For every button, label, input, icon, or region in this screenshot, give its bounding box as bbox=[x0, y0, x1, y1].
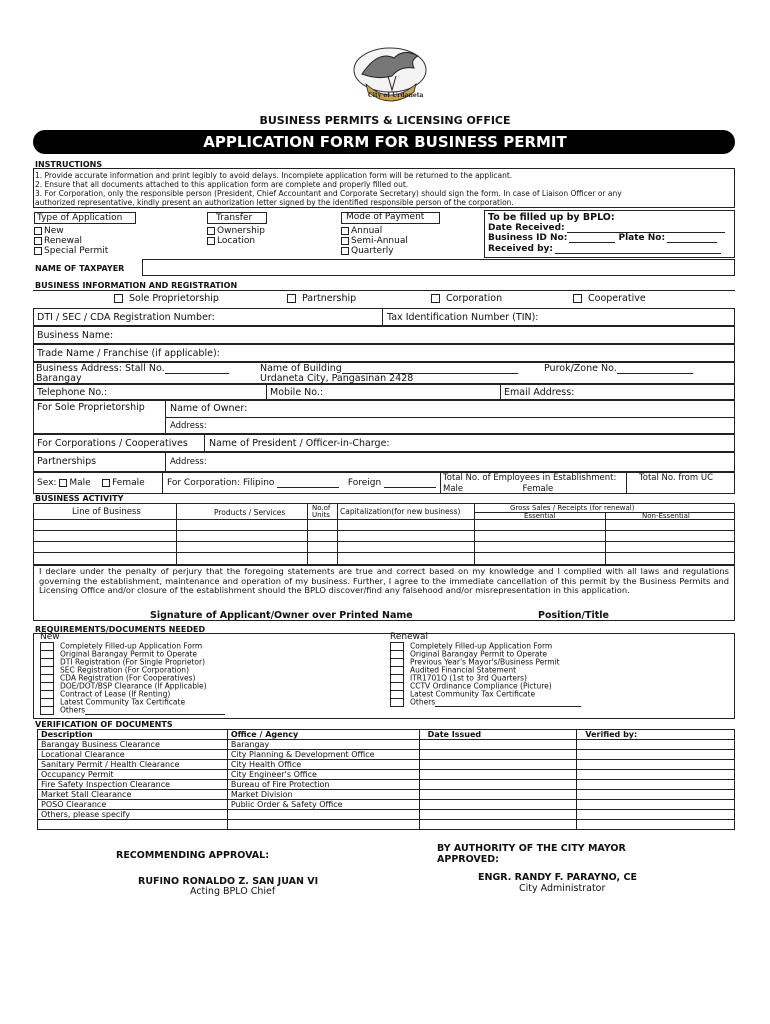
verified-cell[interactable] bbox=[577, 740, 735, 750]
recommending-approval-label: RECOMMENDING APPROVAL: bbox=[116, 850, 270, 861]
checkbox[interactable] bbox=[341, 247, 349, 255]
approved-label: APPROVED: bbox=[437, 854, 499, 865]
emp-male-text: Male bbox=[443, 484, 464, 494]
row-description: Sanitary Permit / Health Clearance bbox=[38, 760, 228, 770]
instruction-3: 3. For Corporation, only the responsible person (President, Chief Accountant and Corporate Secretary) should sign the form. In case of Liaison Officer or any bbox=[35, 189, 622, 198]
option-label: Ownership bbox=[217, 226, 265, 236]
emp-female-text: Female bbox=[522, 484, 554, 494]
col-products: Products / Services bbox=[214, 508, 286, 517]
divider bbox=[474, 504, 475, 564]
option-label: New bbox=[44, 226, 64, 236]
verified-cell[interactable] bbox=[577, 820, 735, 830]
row-office: Barangay bbox=[227, 740, 419, 750]
org-label: Cooperative bbox=[588, 293, 646, 304]
purok-text: Purok/Zone No. bbox=[544, 363, 617, 374]
row-office: Public Order & Safety Office bbox=[227, 800, 419, 810]
verified-cell[interactable] bbox=[577, 760, 735, 770]
purok-label[interactable] bbox=[544, 363, 693, 374]
foreign-text: Foreign bbox=[347, 478, 382, 488]
req-label: Latest Community Tax Certificate bbox=[60, 697, 186, 707]
divider bbox=[626, 473, 627, 493]
option-label: Location bbox=[217, 236, 256, 246]
req-label: DOE/DOT/BSP Clearance (If Applicable) bbox=[60, 681, 207, 691]
verified-cell[interactable] bbox=[577, 780, 735, 790]
requirements-heading: REQUIREMENTS/DOCUMENTS NEEDED bbox=[35, 625, 206, 634]
instruction-1: 1. Provide accurate information and print legibly to avoid delays. Incomplete application form will be returned to the applicant. bbox=[35, 171, 513, 180]
telephone-label[interactable]: Telephone No.: bbox=[37, 387, 108, 398]
form-title: APPLICATION FORM FOR BUSINESS PERMIT bbox=[203, 133, 567, 151]
approver-title: City Administrator bbox=[519, 883, 606, 894]
empty-cell[interactable] bbox=[227, 820, 419, 830]
table-header-row bbox=[38, 730, 735, 740]
table-row bbox=[38, 780, 735, 790]
sex-text: Sex: bbox=[37, 478, 57, 488]
corporations-row bbox=[33, 434, 735, 452]
checkbox[interactable] bbox=[34, 247, 42, 255]
signature-label: Signature of Applicant/Owner over Printed Name bbox=[150, 610, 413, 621]
owner-name-label[interactable]: Name of Owner: bbox=[170, 403, 248, 414]
option-label: Quarterly bbox=[351, 246, 394, 256]
req-label: ITR1701Q (1st to 3rd Quarters) bbox=[410, 673, 527, 683]
checkbox[interactable] bbox=[207, 237, 215, 245]
sex-employees-row bbox=[33, 472, 735, 494]
checkbox[interactable] bbox=[34, 227, 42, 235]
date-cell[interactable] bbox=[419, 800, 577, 810]
checkbox[interactable] bbox=[114, 294, 123, 303]
org-label: Corporation bbox=[446, 293, 503, 304]
total-employees-label: Total No. of Employees in Establishment: bbox=[443, 473, 617, 483]
emp-sex-label[interactable] bbox=[443, 484, 614, 494]
org-partnership[interactable] bbox=[287, 293, 356, 304]
mobile-label[interactable]: Mobile No.: bbox=[270, 387, 324, 398]
building-text: Name of Building bbox=[260, 363, 342, 374]
authority-label: BY AUTHORITY OF THE CITY MAYOR bbox=[437, 843, 626, 854]
business-info-heading: BUSINESS INFORMATION AND REGISTRATION bbox=[35, 281, 238, 290]
others-field[interactable] bbox=[435, 699, 581, 707]
req-label: Original Barangay Permit to Operate bbox=[410, 649, 548, 659]
checkbox[interactable] bbox=[341, 227, 349, 235]
checkbox[interactable] bbox=[390, 698, 404, 707]
verified-cell[interactable] bbox=[577, 810, 735, 820]
email-label[interactable]: Email Address: bbox=[504, 387, 575, 398]
owner-address-label[interactable]: Address: bbox=[170, 421, 207, 431]
verified-cell[interactable] bbox=[577, 800, 735, 810]
table-row bbox=[38, 800, 735, 810]
checkbox[interactable] bbox=[341, 237, 349, 245]
business-id-field[interactable] bbox=[569, 233, 615, 243]
business-name-label: Business Name: bbox=[37, 330, 114, 341]
barangay-field[interactable] bbox=[82, 374, 238, 384]
recommender-name: RUFINO RONALDO Z. SAN JUAN VI bbox=[138, 876, 319, 887]
renewal-requirements-list bbox=[390, 642, 581, 706]
req-label: CCTV Ordinance Compliance (Picture) bbox=[410, 681, 552, 691]
transfer-label: Transfer bbox=[216, 213, 253, 223]
org-label: Sole Proprietorship bbox=[129, 293, 219, 304]
logo-text: City of Urdaneta bbox=[368, 92, 424, 99]
table-row bbox=[38, 810, 735, 820]
row-description: POSO Clearance bbox=[38, 800, 228, 810]
option-semi-annual[interactable] bbox=[341, 236, 408, 246]
empty-cell[interactable] bbox=[38, 820, 228, 830]
option-location[interactable] bbox=[207, 236, 255, 246]
divider bbox=[440, 473, 441, 493]
req-label: DTI Registration (For Single Proprietor) bbox=[60, 657, 206, 667]
date-cell[interactable] bbox=[419, 760, 577, 770]
date-received-field[interactable] bbox=[567, 223, 725, 233]
others-field[interactable] bbox=[85, 707, 225, 715]
option-renewal[interactable] bbox=[34, 236, 82, 246]
row-description: Market Stall Clearance bbox=[38, 790, 228, 800]
address-row bbox=[33, 362, 735, 384]
new-req-item[interactable] bbox=[40, 706, 225, 714]
trade-name-row[interactable] bbox=[33, 344, 735, 362]
business-id-text: Business ID No: bbox=[488, 233, 568, 243]
received-by-field[interactable] bbox=[555, 244, 721, 254]
req-label: Contract of Lease (If Renting) bbox=[60, 689, 171, 699]
req-label: Original Barangay Permit to Operate bbox=[60, 649, 198, 659]
date-cell[interactable] bbox=[419, 770, 577, 780]
req-label: Audited Financial Statement bbox=[410, 665, 517, 675]
col-gross: Gross Sales / Receipts (for renewal) bbox=[510, 504, 635, 512]
dti-label[interactable]: DTI / SEC / CDA Registration Number: bbox=[37, 312, 215, 323]
row-office: Market Division bbox=[227, 790, 419, 800]
table-row bbox=[38, 790, 735, 800]
col-essential: Essential bbox=[524, 512, 556, 520]
filipino-field[interactable] bbox=[277, 478, 339, 488]
checkbox[interactable] bbox=[34, 237, 42, 245]
req-label: Others bbox=[410, 697, 436, 707]
office-name: BUSINESS PERMITS & LICENSING OFFICE bbox=[259, 114, 511, 127]
male-text: Male bbox=[69, 478, 91, 488]
taxpayer-field[interactable] bbox=[142, 259, 735, 276]
col-capital: Capitalization(for new business) bbox=[340, 507, 461, 516]
header-date-issued: Date Issued bbox=[419, 730, 577, 740]
date-cell[interactable] bbox=[419, 780, 577, 790]
req-label: SEC Registration (For Corporation) bbox=[60, 665, 189, 675]
position-label: Position/Title bbox=[538, 610, 609, 621]
date-cell[interactable] bbox=[419, 820, 577, 830]
header-description: Description bbox=[38, 730, 228, 740]
total-uc-label[interactable]: Total No. from UC bbox=[639, 473, 714, 483]
divider bbox=[162, 473, 163, 493]
declaration-text: I declare under the penalty of perjury that the foregoing statements are true and correct based on my knowledge and I complied with all laws and regulations governing the establishment, maintenance and operation of my business. Further, I agree to the immediate cancellation of this permit by the Business Permits and Licensing Office and/or closure of the establishment should the BPLO discover/find any falsehood and/or misrepresentation in this application. bbox=[39, 566, 729, 595]
city-label: Urdaneta City, Pangasinan 2428 bbox=[260, 373, 414, 384]
approver-name: ENGR. RANDY F. PARAYNO, CE bbox=[478, 872, 637, 883]
checkbox[interactable] bbox=[207, 227, 215, 235]
received-by-text: Received by: bbox=[488, 244, 554, 254]
req-label: Previous Year's Mayor's/Business Permit bbox=[410, 657, 560, 667]
checkbox[interactable] bbox=[431, 294, 440, 303]
checkbox[interactable] bbox=[287, 294, 296, 303]
renewal-label: Renewal bbox=[390, 632, 429, 642]
req-label: Completely Filled-up Application Form bbox=[410, 641, 553, 651]
date-cell[interactable] bbox=[419, 790, 577, 800]
divider bbox=[266, 385, 267, 399]
activity-table bbox=[33, 503, 735, 565]
option-label: Renewal bbox=[44, 236, 83, 246]
verification-heading: VERIFICATION OF DOCUMENTS bbox=[35, 720, 173, 729]
header-verified-by: Verified by: bbox=[577, 730, 735, 740]
female-text: Female bbox=[112, 478, 145, 488]
emp-male-field[interactable] bbox=[466, 485, 520, 494]
business-info-rule bbox=[33, 290, 735, 291]
barangay-text: Barangay bbox=[36, 373, 82, 384]
date-cell[interactable] bbox=[419, 750, 577, 760]
date-received-label bbox=[488, 223, 725, 233]
president-label[interactable]: Name of President / Officer-in-Charge: bbox=[209, 438, 390, 449]
row-office: City Health Office bbox=[227, 760, 419, 770]
date-cell[interactable] bbox=[419, 810, 577, 820]
divider bbox=[34, 552, 734, 553]
sole-prop-label: For Sole Proprietorship bbox=[37, 402, 145, 413]
divider bbox=[605, 512, 606, 564]
col-non-essential: Non-Essential bbox=[642, 512, 690, 520]
req-label: Completely Filled-up Application Form bbox=[60, 641, 203, 651]
row-office bbox=[227, 810, 419, 820]
row-office: Bureau of Fire Protection bbox=[227, 780, 419, 790]
divider bbox=[337, 504, 338, 564]
partnerships-row bbox=[33, 452, 735, 472]
table-row bbox=[38, 760, 735, 770]
org-label: Partnership bbox=[302, 293, 357, 304]
tin-label[interactable]: Tax Identification Number (TIN): bbox=[387, 312, 539, 323]
bplo-heading: To be filled up by BPLO: bbox=[488, 212, 615, 223]
row-description: Others, please specify bbox=[38, 810, 228, 820]
plate-no-field[interactable] bbox=[667, 233, 717, 243]
dti-tin-row bbox=[33, 308, 735, 326]
col-line-of-business: Line of Business bbox=[72, 507, 141, 517]
partnerships-label: Partnerships bbox=[37, 456, 97, 467]
verified-cell[interactable] bbox=[577, 750, 735, 760]
foreign-field[interactable] bbox=[384, 478, 436, 488]
divider bbox=[500, 385, 501, 399]
mode-of-payment-label: Mode of Payment bbox=[346, 212, 425, 222]
sole-prop-row bbox=[33, 400, 735, 434]
date-cell[interactable] bbox=[419, 740, 577, 750]
col-units-1: No.of bbox=[312, 504, 331, 512]
new-requirements-list bbox=[40, 642, 225, 714]
option-annual[interactable] bbox=[341, 226, 382, 236]
barangay-label[interactable] bbox=[36, 373, 238, 384]
taxpayer-label: NAME OF TAXPAYER bbox=[35, 264, 125, 273]
recommender-title: Acting BPLO Chief bbox=[190, 886, 276, 897]
row-description: Locational Clearance bbox=[38, 750, 228, 760]
corp-nationality-label[interactable] bbox=[167, 478, 436, 488]
req-label: CDA Registration (For Cooperatives) bbox=[60, 673, 196, 683]
table-row bbox=[38, 740, 735, 750]
renewal-req-item[interactable] bbox=[390, 698, 581, 706]
row-description: Occupancy Permit bbox=[38, 770, 228, 780]
verification-table bbox=[37, 729, 735, 830]
divider bbox=[34, 530, 734, 531]
option-new[interactable] bbox=[34, 226, 64, 236]
option-quarterly[interactable] bbox=[341, 246, 394, 256]
partnership-address-label[interactable]: Address: bbox=[170, 457, 207, 467]
verified-cell[interactable] bbox=[577, 790, 735, 800]
activity-heading: BUSINESS ACTIVITY bbox=[35, 494, 124, 503]
option-label: Annual bbox=[351, 226, 383, 236]
emp-female-field[interactable] bbox=[556, 485, 614, 494]
instructions-heading: INSTRUCTIONS bbox=[35, 160, 103, 169]
col-units-2: Units bbox=[312, 511, 330, 519]
divider bbox=[307, 504, 308, 564]
divider bbox=[474, 512, 734, 513]
table-row bbox=[38, 820, 735, 830]
option-ownership[interactable] bbox=[207, 226, 265, 236]
contact-row bbox=[33, 384, 735, 400]
corporations-label: For Corporations / Cooperatives bbox=[37, 438, 188, 449]
req-label: Latest Community Tax Certificate bbox=[410, 689, 536, 699]
received-by-label bbox=[488, 244, 721, 254]
table-row bbox=[38, 750, 735, 760]
checkbox[interactable] bbox=[573, 294, 582, 303]
verified-cell[interactable] bbox=[577, 770, 735, 780]
divider bbox=[165, 417, 734, 418]
option-special-permit[interactable] bbox=[34, 246, 108, 256]
purok-field[interactable] bbox=[617, 364, 693, 374]
city-logo bbox=[348, 40, 432, 106]
divider bbox=[204, 435, 205, 451]
filipino-text: For Corporation: Filipino bbox=[167, 478, 275, 488]
divider bbox=[382, 309, 383, 325]
trade-name-label: Trade Name / Franchise (if applicable): bbox=[37, 348, 220, 359]
stall-text: Business Address: Stall No. bbox=[36, 363, 165, 374]
divider bbox=[34, 519, 734, 520]
sex-label bbox=[37, 478, 145, 488]
female-checkbox[interactable] bbox=[102, 479, 110, 487]
instruction-2: 2. Ensure that all documents attached to this application form are complete and properly filled out. bbox=[35, 180, 409, 189]
option-label: Semi-Annual bbox=[351, 236, 408, 246]
table-row bbox=[38, 770, 735, 780]
plate-no-text: Plate No: bbox=[618, 233, 666, 243]
row-description: Barangay Business Clearance bbox=[38, 740, 228, 750]
row-office: City Engineer's Office bbox=[227, 770, 419, 780]
male-checkbox[interactable] bbox=[59, 479, 67, 487]
divider bbox=[176, 504, 177, 564]
date-received-text: Date Received: bbox=[488, 223, 565, 233]
divider bbox=[34, 541, 734, 542]
checkbox[interactable] bbox=[40, 706, 54, 715]
option-label: Special Permit bbox=[44, 246, 109, 256]
header-office: Office / Agency bbox=[227, 730, 419, 740]
org-corporation[interactable] bbox=[431, 293, 502, 304]
type-of-application-label: Type of Application bbox=[37, 213, 123, 223]
org-sole-proprietorship[interactable] bbox=[114, 293, 219, 304]
business-id-label bbox=[488, 233, 717, 243]
org-cooperative[interactable] bbox=[573, 293, 646, 304]
new-label: New bbox=[40, 632, 60, 642]
row-office: City Planning & Development Office bbox=[227, 750, 419, 760]
req-label: Others bbox=[60, 705, 86, 715]
row-description: Fire Safety Inspection Clearance bbox=[38, 780, 228, 790]
business-name-row[interactable] bbox=[33, 326, 735, 344]
instruction-4: authorized representative, kindly present an authorization letter signed by the identified responsible person of the corporation. bbox=[35, 198, 514, 207]
divider bbox=[165, 453, 166, 471]
